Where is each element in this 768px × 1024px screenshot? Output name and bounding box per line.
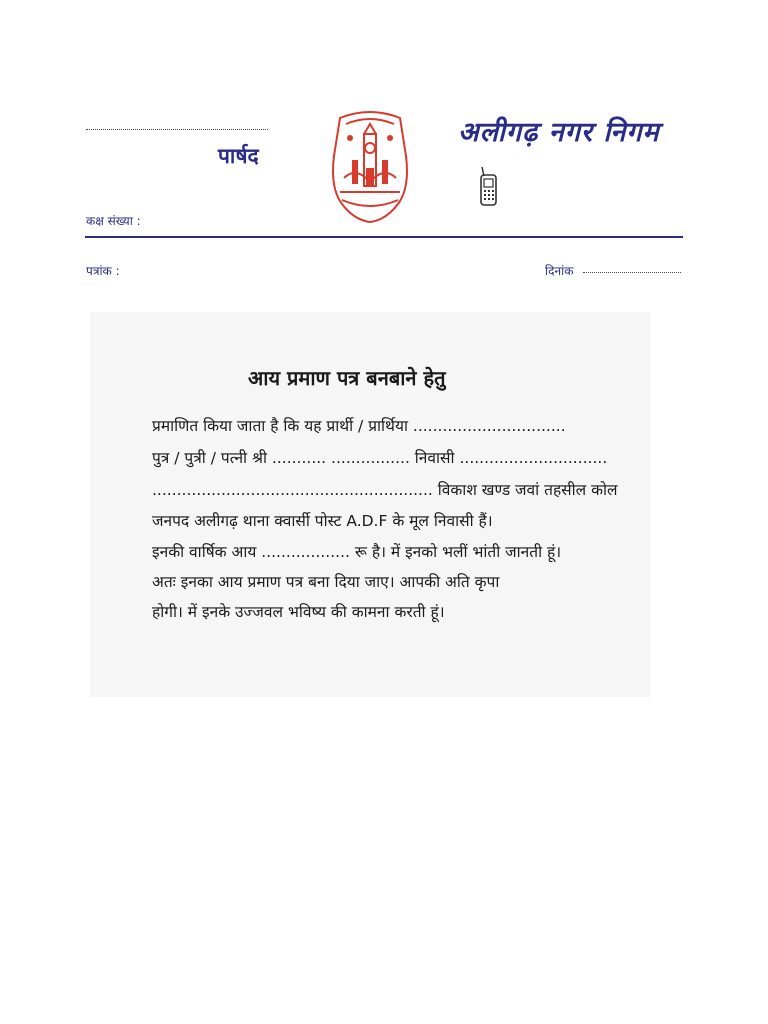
letter-line: पुत्र / पुत्री / पत्नी श्री ........... ................ निवासी ..............................	[152, 449, 608, 467]
councillor-name-blank	[86, 129, 268, 130]
header-divider	[85, 236, 683, 238]
letter-line: अतः इनका आय प्रमाण पत्र बना दिया जाए। आपकी अति कृपा	[152, 573, 500, 591]
municipal-seal-logo	[326, 108, 414, 224]
date-label: दिनांक	[545, 264, 574, 278]
room-number-label: कक्ष संख्या :	[86, 214, 141, 228]
designation-label: पार्षद	[218, 144, 259, 168]
organization-name: अलीगढ़ नगर निगम	[458, 117, 660, 148]
date-blank	[583, 272, 681, 273]
letter-line: होगी। में इनके उज्जवल भविष्य की कामना करती हूं।	[152, 603, 445, 621]
letter-line: प्रमाणित किया जाता है कि यह प्रार्थी / प्रार्थिया ...............................	[152, 417, 566, 435]
letter-line: ......................................................... विकाश खण्ड जवां तहसील कोल	[152, 481, 618, 499]
letter-line: जनपद अलीगढ़ थाना क्वार्सी पोस्ट A.D.F के मूल निवासी हैं।	[152, 512, 493, 530]
letter-line: इनकी वार्षिक आय .................. रू है। में इनको भलीं भांती जानती हूं।	[152, 543, 562, 561]
mobile-phone-icon	[478, 166, 500, 208]
letter-subject: आय प्रमाण पत्र बनबाने हेतु	[248, 366, 446, 390]
reference-number-label: पत्रांक :	[86, 264, 120, 278]
